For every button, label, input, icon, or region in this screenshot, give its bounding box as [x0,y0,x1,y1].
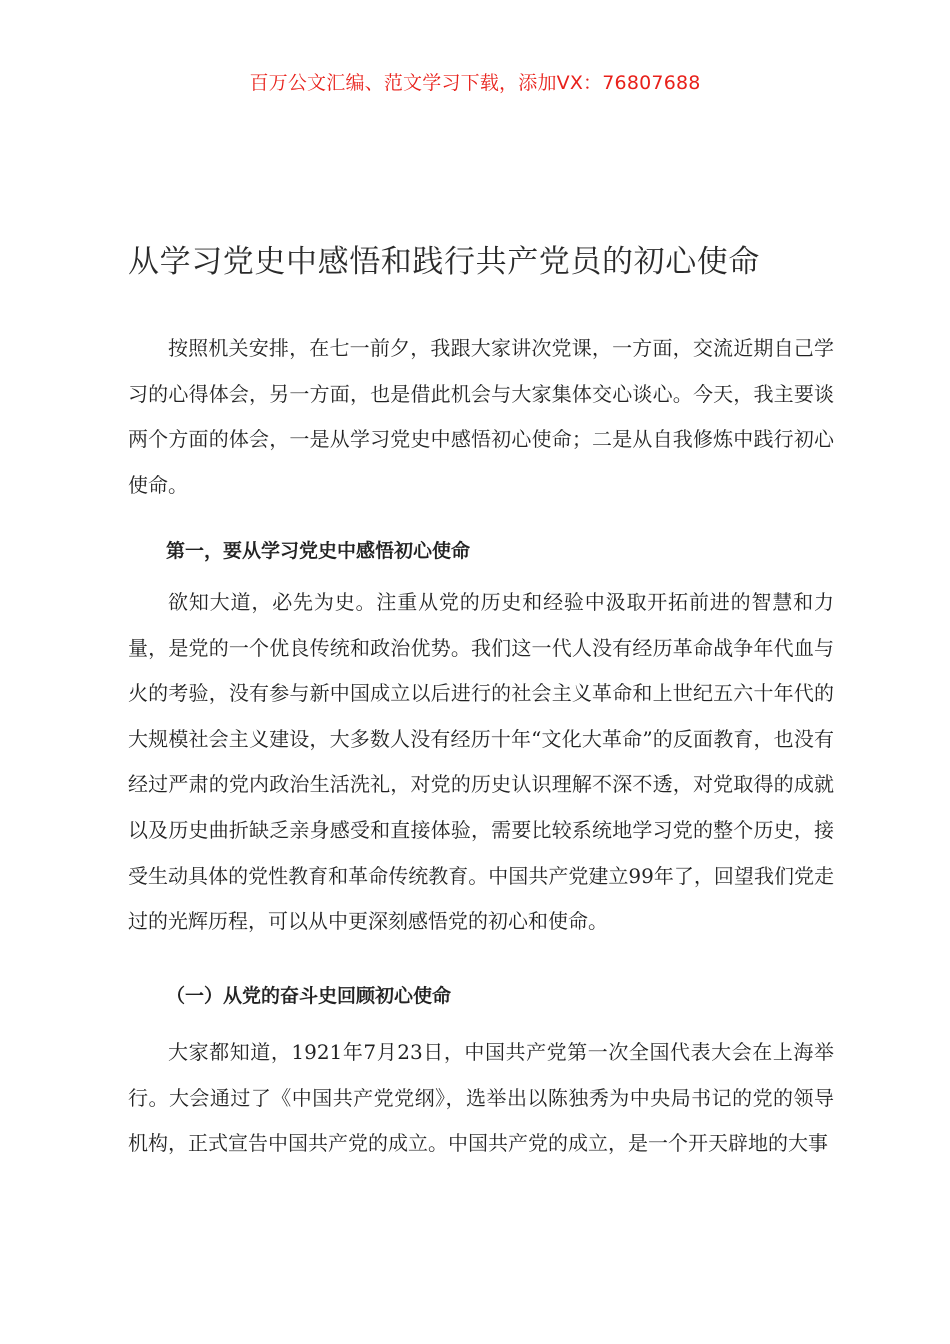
header-watermark-note: 百万公文汇编、范文学习下载，添加VX：76807688 [249,72,701,94]
section-heading-1: 第一，要从学习党史中感悟初心使命 [166,540,471,562]
subsection-heading-1: （一）从党的奋斗史回顾初心使命 [166,985,452,1007]
subsection-1-paragraph: 大家都知道，1921年7月23日，中国共产党第一次全国代表大会在上海举行。大会通过了《中国共产党党纲》，选举出以陈独秀为中央局书记的党的领导机构，正式宣告中国共产党的成立。中国共产党的成立，是一个开天辟地的大事 [128,1040,834,1156]
intro-paragraph: 按照机关安排，在七一前夕，我跟大家讲次党课，一方面，交流近期自己学习的心得体会，另一方面，也是借此机会与大家集体交心谈心。今天，我主要谈两个方面的体会，一是从学习党史中感悟初心使命；二是从自我修炼中践行初心使命。 [128,336,834,497]
section-1-paragraph: 欲知大道，必先为史。注重从党的历史和经验中汲取开拓前进的智慧和力量，是党的一个优良传统和政治优势。我们这一代人没有经历革命战争年代血与火的考验，没有参与新中国成立以后进行的社会主义革命和上世纪五六十年代的大规模社会主义建设，大多数人没有经历十年“文化大革命”的反面教育，也没有经过严肃的党内政治生活洗礼，对党的历史认识理解不深不透，对党取得的成就以及历史曲折缺乏亲身感受和直接体验，需要比较系统地学习党的整个历史，接受生动具体的党性教育和革命传统教育。中国共产党建立99年了，回望我们党走过的光辉历程，可以从中更深刻感悟党的初心和使命。 [128,590,834,934]
document-title: 从学习党史中感悟和践行共产党员的初心使命 [128,244,760,280]
